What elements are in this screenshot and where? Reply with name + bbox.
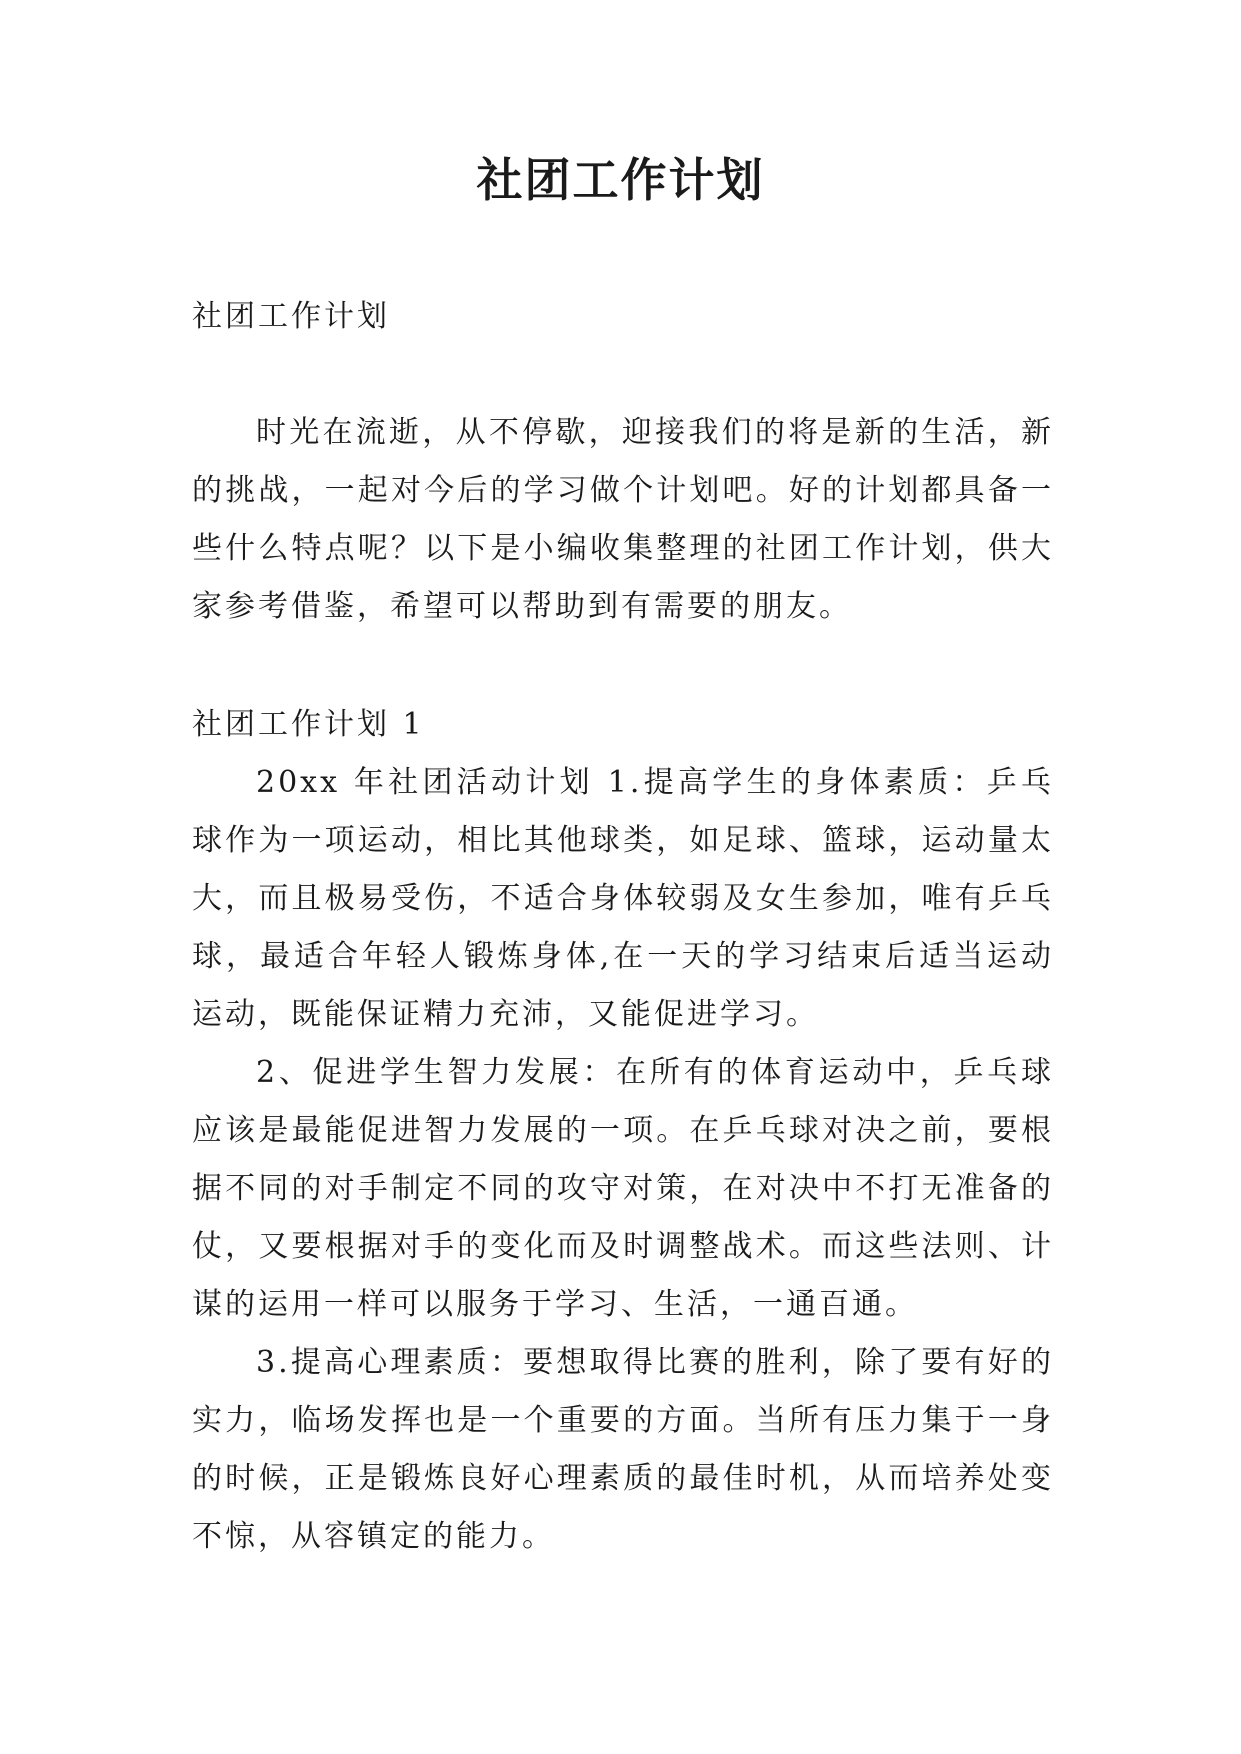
intro-paragraph: 时光在流逝，从不停歇，迎接我们的将是新的生活，新的挑战，一起对今后的学习做个计划吧。好的计划都具备一些什么特点呢？以下是小编收集整理的社团工作计划，供大家参考借鉴，希望可以帮助到有需要的朋友。 xyxy=(192,415,1054,624)
document-title: 社团工作计划 xyxy=(476,153,765,207)
body-paragraph-3: 3.提高心理素质：要想取得比赛的胜利，除了要有好的实力，临场发挥也是一个重要的方面。当所有压力集于一身的时候，正是锻炼良好心理素质的最佳时机，从而培养处变不惊，从容镇定的能力。 xyxy=(192,1345,1054,1554)
document-subtitle: 社团工作计划 xyxy=(192,299,390,334)
body-paragraph-2: 2、促进学生智力发展：在所有的体育运动中，乒乓球应该是最能促进智力发展的一项。在乒乓球对决之前，要根据不同的对手制定不同的攻守对策，在对决中不打无准备的仗，又要根据对手的变化而及时调整战术。而这些法则、计谋的运用一样可以服务于学习、生活，一通百通。 xyxy=(192,1055,1054,1322)
section-heading: 社团工作计划 1 xyxy=(192,707,425,742)
body-paragraph-1: 20xx 年社团活动计划 1.提高学生的身体素质：乒乓球作为一项运动，相比其他球类，如足球、篮球，运动量太大，而且极易受伤，不适合身体较弱及女生参加，唯有乒乓球，最适合年轻人锻炼身体,在一天的学习结束后适当运动运动，既能保证精力充沛，又能促进学习。 xyxy=(192,765,1054,1032)
